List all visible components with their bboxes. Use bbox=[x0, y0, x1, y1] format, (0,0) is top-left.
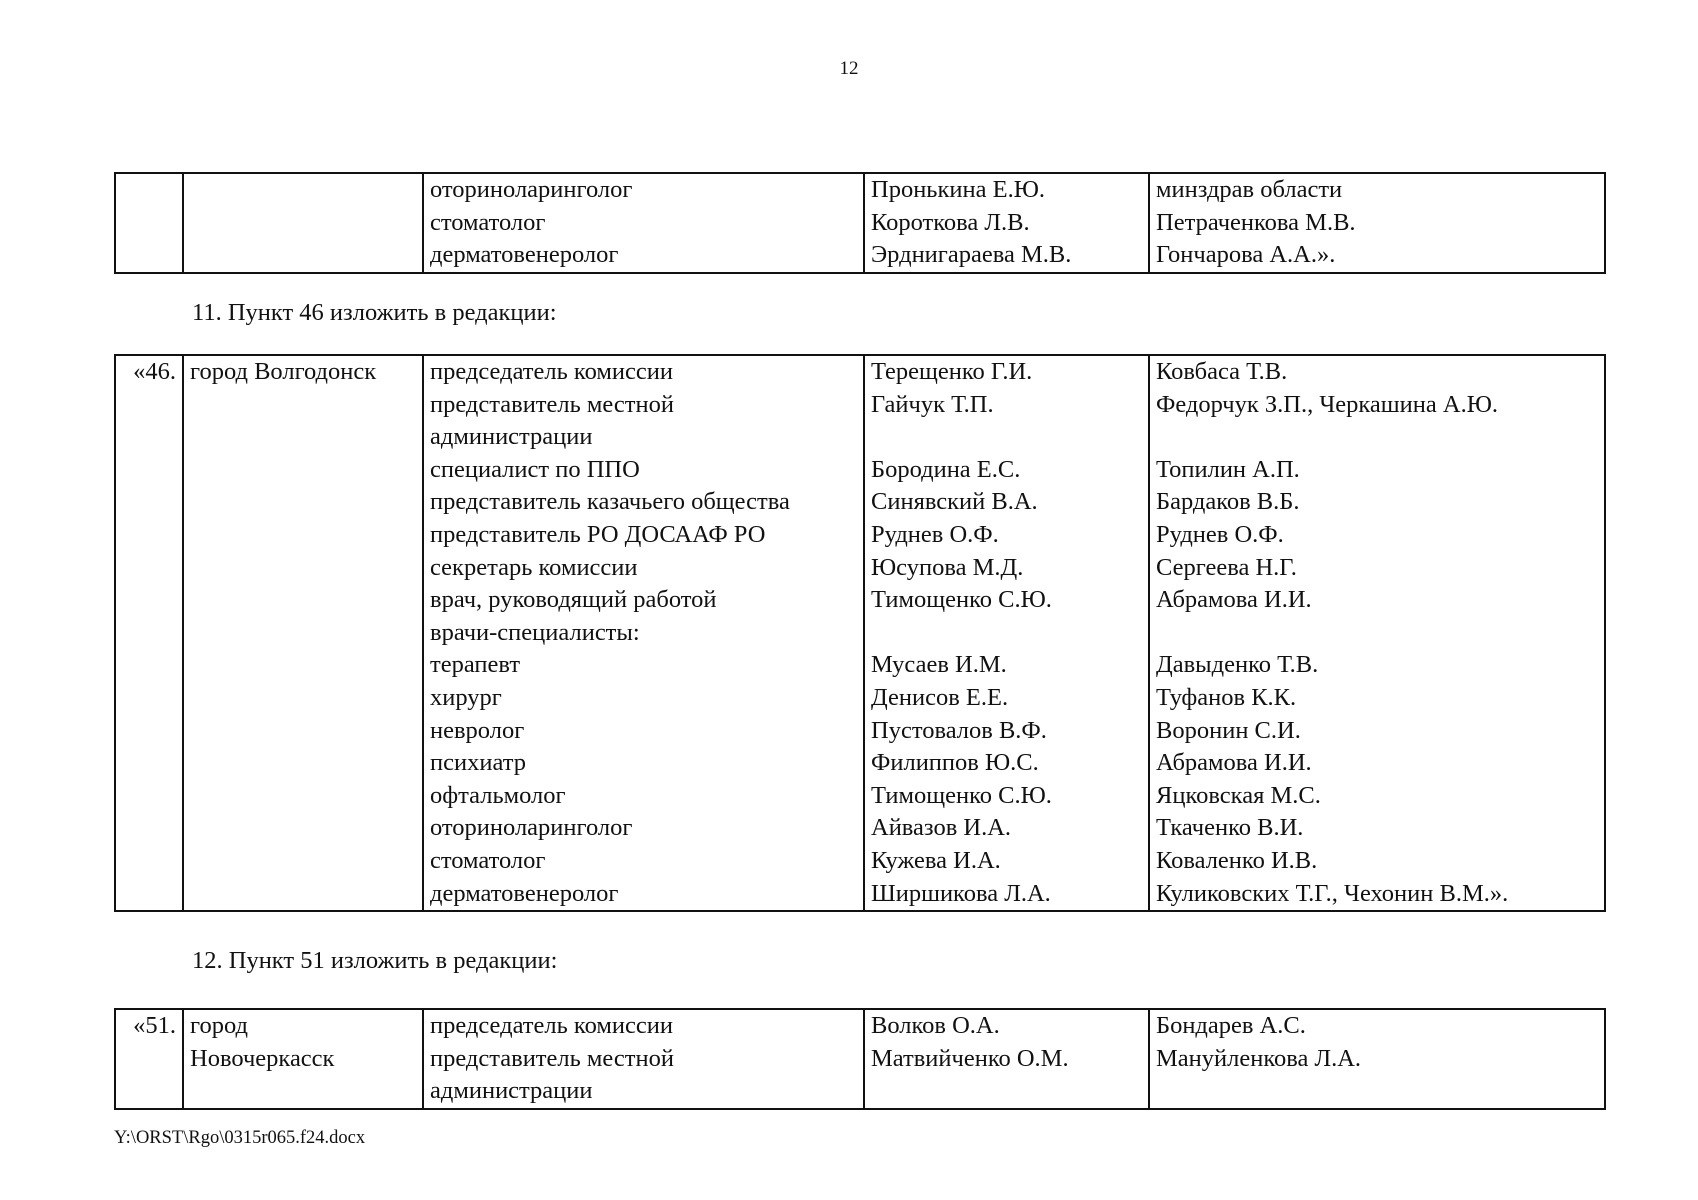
cell-line: стоматолог bbox=[430, 846, 546, 874]
table-row bbox=[115, 355, 1605, 911]
roles-cell bbox=[423, 355, 864, 911]
cell-line: Сергеева Н.Г. bbox=[1156, 553, 1297, 581]
item-number-cell bbox=[115, 355, 183, 911]
main-members-cell bbox=[864, 355, 1149, 911]
cell-line: врачи-специалисты: bbox=[430, 618, 640, 646]
cell-line bbox=[1156, 1075, 1598, 1108]
cell-line bbox=[871, 421, 1142, 454]
cell-line: администрации bbox=[430, 1077, 593, 1105]
cell-line: Юсупова М.Д. bbox=[871, 553, 1024, 581]
cell-line: Туфанов К.К. bbox=[1156, 683, 1297, 711]
cell-line: офтальмолог bbox=[430, 781, 566, 809]
cell-line bbox=[1156, 617, 1598, 650]
cell-line: терапевт bbox=[430, 651, 521, 679]
place-cell bbox=[183, 1009, 423, 1109]
cell-line: Абрамова И.И. bbox=[1156, 749, 1312, 777]
cell-line: психиатр bbox=[430, 749, 526, 777]
cell-line: Коваленко И.В. bbox=[1156, 846, 1318, 874]
cell-line: Новочеркасск bbox=[190, 1044, 335, 1072]
place-cell bbox=[183, 355, 423, 911]
cell-line: Матвийченко О.М. bbox=[871, 1044, 1069, 1072]
cell-line: Пустовалов В.Ф. bbox=[871, 716, 1047, 744]
cell-line: дерматовенеролог bbox=[430, 879, 619, 907]
commission-table-51 bbox=[114, 1008, 1606, 1110]
cell-line: оториноларинголог bbox=[430, 814, 633, 842]
footer-file-path: Y:\ORST\Rgo\0315r065.f24.docx bbox=[114, 1128, 366, 1148]
cell-line: Яцковская М.С. bbox=[1156, 781, 1321, 809]
cell-line: Бородина Е.С. bbox=[871, 455, 1021, 483]
cell-line: представитель казачьего общества bbox=[430, 488, 790, 516]
cell-line: Кужева И.А. bbox=[871, 846, 1001, 874]
reserve-members-cell bbox=[1149, 173, 1605, 273]
commission-table-1 bbox=[114, 172, 1606, 274]
cell-line: хирург bbox=[430, 683, 502, 711]
reserve-members-cell bbox=[1149, 1009, 1605, 1109]
cell-line: дерматовенеролог bbox=[430, 241, 619, 269]
reserve-members-cell bbox=[1149, 355, 1605, 911]
cell-line: Воронин С.И. bbox=[1156, 716, 1301, 744]
cell-line: Ковбаса Т.В. bbox=[1156, 358, 1288, 385]
cell-line: город Волгодонск bbox=[190, 358, 377, 385]
cell-line: Синявский В.А. bbox=[871, 488, 1038, 516]
main-members-cell bbox=[864, 1009, 1149, 1109]
cell-line: Мусаев И.М. bbox=[871, 651, 1007, 679]
cell-line: Пронькина Е.Ю. bbox=[871, 176, 1046, 203]
roles-cell bbox=[423, 1009, 864, 1109]
cell-line: Куликовских Т.Г., Чехонин В.М.». bbox=[1156, 879, 1509, 907]
cell-line: невролог bbox=[430, 716, 525, 744]
cell-line bbox=[1156, 421, 1598, 454]
cell-line: Давыденко Т.В. bbox=[1156, 651, 1319, 679]
cell-line: Терещенко Г.И. bbox=[871, 358, 1033, 385]
cell-line: администрации bbox=[430, 423, 593, 451]
cell-line: стоматолог bbox=[430, 208, 546, 236]
cell-line: Руднев О.Ф. bbox=[871, 520, 999, 548]
cell-line: Филиппов Ю.С. bbox=[871, 749, 1039, 777]
cell-line: Топилин А.П. bbox=[1156, 455, 1300, 483]
item-number: «46. bbox=[133, 358, 176, 385]
table-row bbox=[115, 1009, 1605, 1109]
cell-line: Федорчук З.П., Черкашина А.Ю. bbox=[1156, 390, 1498, 418]
cell-line: Абрамова И.И. bbox=[1156, 586, 1312, 614]
cell-line: Эрднигараева М.В. bbox=[871, 241, 1072, 269]
cell-line: председатель комиссии bbox=[430, 358, 673, 385]
cell-line: Тимощенко С.Ю. bbox=[871, 781, 1052, 809]
page-number: 12 bbox=[839, 58, 859, 79]
item-number-cell bbox=[115, 1009, 183, 1109]
cell-line: Гайчук Т.П. bbox=[871, 390, 994, 418]
cell-line: Руднев О.Ф. bbox=[1156, 520, 1284, 548]
paragraph-12: 12. Пункт 51 изложить в редакции: bbox=[192, 947, 558, 974]
cell-line: представитель РО ДОСААФ РО bbox=[430, 520, 766, 548]
cell-line: Ширшикова Л.А. bbox=[871, 879, 1051, 907]
place-cell bbox=[183, 173, 423, 273]
cell-line: представитель местной bbox=[430, 1044, 674, 1072]
cell-line: секретарь комиссии bbox=[430, 553, 638, 581]
item-number: «51. bbox=[133, 1012, 176, 1039]
cell-line: Гончарова А.А.». bbox=[1156, 241, 1336, 269]
cell-line: специалист по ППО bbox=[430, 455, 640, 483]
cell-line: Волков О.А. bbox=[871, 1012, 1000, 1039]
roles-cell bbox=[423, 173, 864, 273]
paragraph-11: 11. Пункт 46 изложить в редакции: bbox=[192, 299, 557, 326]
cell-line: председатель комиссии bbox=[430, 1012, 673, 1039]
cell-line: Айвазов И.А. bbox=[871, 814, 1012, 842]
commission-table-46 bbox=[114, 354, 1606, 912]
table-row bbox=[115, 173, 1605, 273]
cell-line: Мануйленкова Л.А. bbox=[1156, 1044, 1362, 1072]
cell-line: Петраченкова М.В. bbox=[1156, 208, 1356, 236]
cell-line bbox=[871, 617, 1142, 650]
item-number bbox=[118, 174, 176, 207]
cell-line bbox=[871, 1075, 1142, 1108]
main-members-cell bbox=[864, 173, 1149, 273]
cell-line: оториноларинголог bbox=[430, 176, 633, 203]
cell-line: Тимощенко С.Ю. bbox=[871, 586, 1052, 614]
cell-line: город bbox=[190, 1012, 248, 1039]
cell-line: минздрав области bbox=[1156, 176, 1343, 203]
cell-line: представитель местной bbox=[430, 390, 674, 418]
cell-line: Короткова Л.В. bbox=[871, 208, 1030, 236]
cell-line: Денисов Е.Е. bbox=[871, 683, 1009, 711]
cell-line: врач, руководящий работой bbox=[430, 586, 717, 614]
item-number-cell bbox=[115, 173, 183, 273]
cell-line: Ткаченко В.И. bbox=[1156, 814, 1304, 842]
cell-line: Бондарев А.С. bbox=[1156, 1012, 1306, 1039]
cell-line: Бардаков В.Б. bbox=[1156, 488, 1300, 516]
